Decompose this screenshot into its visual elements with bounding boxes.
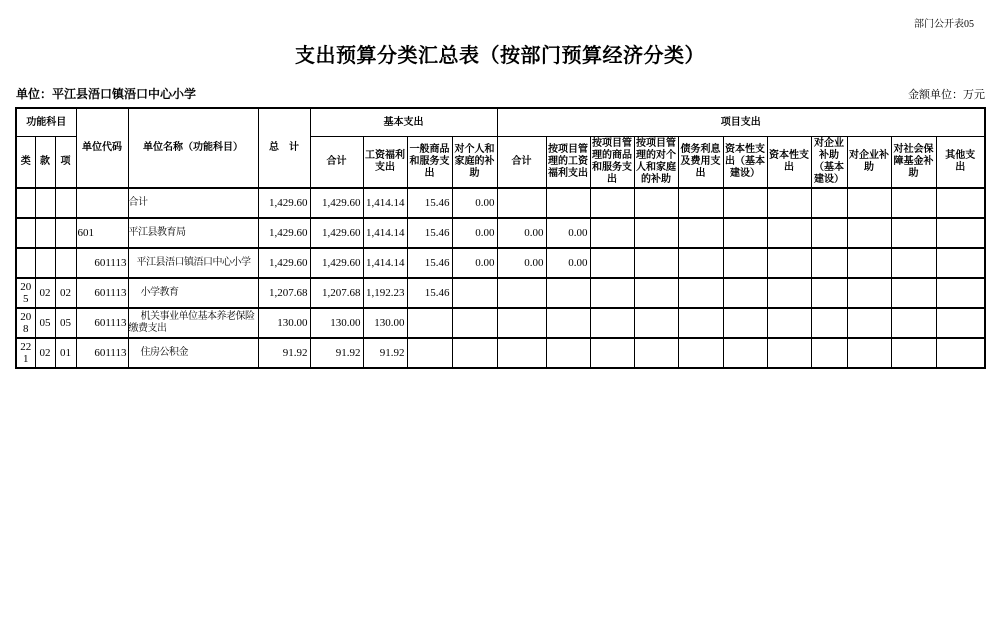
cell-proj-social-security [891, 218, 936, 248]
cell-proj-goods [590, 248, 634, 278]
cell-proj-other [936, 308, 985, 338]
cell-basic-goods: 15.46 [407, 248, 452, 278]
cell-proj-wage [546, 338, 590, 368]
cell-basic-goods: 15.46 [407, 188, 452, 218]
table-row [16, 308, 985, 338]
cell-basic-wage: 1,414.14 [363, 218, 407, 248]
cell-item: 05 [55, 308, 76, 338]
cell-proj-enterprise [847, 338, 891, 368]
cell-proj-goods [590, 338, 634, 368]
cell-proj-enterprise [847, 278, 891, 308]
cell-proj-subsidy [634, 218, 678, 248]
cell-proj-capital-construction [723, 218, 767, 248]
th-unit-code: 单位代码 [76, 108, 128, 188]
cell-proj-enterprise [847, 188, 891, 218]
cell-basic-total: 1,429.60 [310, 188, 363, 218]
cell-proj-enterprise [847, 308, 891, 338]
cell-basic-subsidy [452, 308, 497, 338]
th-basic-wage: 工资福利支出 [363, 137, 407, 189]
cell-proj-debt [678, 218, 723, 248]
th-class: 类 [16, 137, 35, 189]
cell-basic-subsidy [452, 338, 497, 368]
cell-class [16, 248, 35, 278]
cell-unit-name: 机关事业单位基本养老保险缴费支出 [128, 308, 258, 338]
cell-section [35, 188, 55, 218]
cell-proj-other [936, 218, 985, 248]
cell-proj-goods [590, 188, 634, 218]
cell-section [35, 218, 55, 248]
cell-item [55, 218, 76, 248]
th-basic-subsidy: 对个人和家庭的补助 [452, 137, 497, 189]
cell-proj-capital [767, 308, 811, 338]
cell-proj-social-security [891, 338, 936, 368]
cell-proj-social-security [891, 278, 936, 308]
th-item: 项 [55, 137, 76, 189]
cell-proj-capital-construction [723, 278, 767, 308]
cell-unit-name: 平江县浯口镇浯口中心小学 [128, 248, 258, 278]
cell-proj-wage [546, 308, 590, 338]
th-proj-wage: 按项目管理的工资福利支出 [546, 137, 590, 189]
cell-proj-capital [767, 278, 811, 308]
cell-basic-subsidy: 0.00 [452, 218, 497, 248]
th-proj-social-security: 对社会保障基金补助 [891, 137, 936, 189]
cell-unit-code: 601113 [76, 338, 128, 368]
table-row [16, 218, 985, 248]
cell-basic-subsidy: 0.00 [452, 188, 497, 218]
cell-basic-goods: 15.46 [407, 218, 452, 248]
cell-unit-code: 601113 [76, 308, 128, 338]
cell-proj-total [497, 308, 546, 338]
cell-proj-subsidy [634, 278, 678, 308]
table-row [16, 188, 985, 218]
meta-row [16, 85, 985, 102]
th-proj-subsidy: 按项目管理的对个人和家庭的补助 [634, 137, 678, 189]
th-proj-enterprise: 对企业补助 [847, 137, 891, 189]
cell-proj-enterprise-construction [811, 338, 847, 368]
cell-proj-debt [678, 338, 723, 368]
cell-total: 1,429.60 [258, 188, 310, 218]
cell-total: 1,429.60 [258, 218, 310, 248]
th-basic-group: 基本支出 [310, 108, 497, 137]
cell-proj-social-security [891, 188, 936, 218]
unit-label: 单位：平江县浯口镇浯口中心小学 [16, 87, 197, 101]
cell-class [16, 188, 35, 218]
cell-proj-enterprise-construction [811, 308, 847, 338]
cell-proj-total: 0.00 [497, 248, 546, 278]
cell-class: 221 [16, 338, 35, 368]
cell-proj-goods [590, 278, 634, 308]
cell-section: 02 [35, 278, 55, 308]
th-proj-other: 其他支出 [936, 137, 985, 189]
cell-unit-code: 601 [76, 218, 128, 248]
cell-basic-wage: 1,192.23 [363, 278, 407, 308]
cell-proj-capital [767, 248, 811, 278]
cell-proj-capital [767, 218, 811, 248]
th-proj-capital-construction: 资本性支出（基本建设） [723, 137, 767, 189]
cell-unit-code: 601113 [76, 248, 128, 278]
cell-proj-subsidy [634, 308, 678, 338]
th-func-group: 功能科目 [16, 108, 76, 137]
cell-basic-total: 130.00 [310, 308, 363, 338]
cell-basic-wage: 1,414.14 [363, 248, 407, 278]
cell-basic-total: 91.92 [310, 338, 363, 368]
cell-basic-subsidy: 0.00 [452, 248, 497, 278]
cell-proj-debt [678, 188, 723, 218]
th-proj-debt: 债务利息及费用支出 [678, 137, 723, 189]
cell-unit-code: 601113 [76, 278, 128, 308]
cell-proj-capital-construction [723, 188, 767, 218]
cell-proj-social-security [891, 248, 936, 278]
cell-proj-enterprise-construction [811, 278, 847, 308]
cell-proj-enterprise-construction [811, 218, 847, 248]
cell-class: 208 [16, 308, 35, 338]
cell-proj-capital-construction [723, 338, 767, 368]
cell-proj-total [497, 278, 546, 308]
cell-proj-capital-construction [723, 248, 767, 278]
cell-proj-wage: 0.00 [546, 218, 590, 248]
amount-unit-label: 金额单位：万元 [908, 89, 985, 101]
cell-basic-goods: 15.46 [407, 278, 452, 308]
cell-proj-subsidy [634, 248, 678, 278]
cell-total: 91.92 [258, 338, 310, 368]
cell-basic-total: 1,207.68 [310, 278, 363, 308]
cell-basic-wage: 1,414.14 [363, 188, 407, 218]
cell-proj-wage [546, 278, 590, 308]
cell-proj-goods [590, 308, 634, 338]
cell-section: 02 [35, 338, 55, 368]
cell-total: 1,207.68 [258, 278, 310, 308]
cell-basic-wage: 130.00 [363, 308, 407, 338]
cell-unit-name: 平江县教育局 [128, 218, 258, 248]
cell-item: 01 [55, 338, 76, 368]
cell-total: 130.00 [258, 308, 310, 338]
table-row [16, 338, 985, 368]
cell-proj-enterprise [847, 218, 891, 248]
cell-basic-subsidy [452, 278, 497, 308]
cell-proj-enterprise-construction [811, 248, 847, 278]
cell-proj-capital-construction [723, 308, 767, 338]
cell-proj-subsidy [634, 188, 678, 218]
cell-proj-debt [678, 278, 723, 308]
cell-proj-wage [546, 188, 590, 218]
cell-basic-goods [407, 338, 452, 368]
cell-total: 1,429.60 [258, 248, 310, 278]
cell-unit-code [76, 188, 128, 218]
cell-class [16, 218, 35, 248]
cell-unit-name: 合计 [128, 188, 258, 218]
cell-proj-subsidy [634, 338, 678, 368]
cell-section [35, 248, 55, 278]
cell-proj-enterprise-construction [811, 188, 847, 218]
th-proj-capital: 资本性支出 [767, 137, 811, 189]
cell-item [55, 248, 76, 278]
cell-basic-total: 1,429.60 [310, 218, 363, 248]
th-total: 总 计 [258, 108, 310, 188]
cell-basic-total: 1,429.60 [310, 248, 363, 278]
table-row [16, 248, 985, 278]
cell-proj-total [497, 338, 546, 368]
page-title: 支出预算分类汇总表（按部门预算经济分类） [295, 45, 705, 67]
th-section: 款 [35, 137, 55, 189]
cell-item: 02 [55, 278, 76, 308]
cell-proj-other [936, 188, 985, 218]
th-basic-total: 合计 [310, 137, 363, 189]
cell-proj-social-security [891, 308, 936, 338]
cell-section: 05 [35, 308, 55, 338]
cell-proj-capital [767, 338, 811, 368]
cell-proj-total [497, 188, 546, 218]
th-proj-total: 合计 [497, 137, 546, 189]
table-row [16, 278, 985, 308]
th-unit-name: 单位名称（功能科目） [128, 108, 258, 188]
doc-label: 部门公开表05 [914, 19, 974, 30]
cell-basic-wage: 91.92 [363, 338, 407, 368]
cell-proj-enterprise [847, 248, 891, 278]
th-proj-enterprise-construction: 对企业补助（基本建设） [811, 137, 847, 189]
cell-unit-name: 小学教育 [128, 278, 258, 308]
cell-proj-total: 0.00 [497, 218, 546, 248]
cell-proj-debt [678, 248, 723, 278]
cell-proj-capital [767, 188, 811, 218]
cell-item [55, 188, 76, 218]
cell-proj-goods [590, 218, 634, 248]
cell-proj-other [936, 248, 985, 278]
cell-proj-wage: 0.00 [546, 248, 590, 278]
cell-proj-other [936, 338, 985, 368]
budget-table [15, 107, 986, 369]
cell-unit-name: 住房公积金 [128, 338, 258, 368]
cell-basic-goods [407, 308, 452, 338]
cell-class: 205 [16, 278, 35, 308]
cell-proj-other [936, 278, 985, 308]
th-basic-goods: 一般商品和服务支出 [407, 137, 452, 189]
th-project-group: 项目支出 [497, 108, 985, 137]
header-row-groups [16, 108, 985, 137]
th-proj-goods: 按项目管理的商品和服务支出 [590, 137, 634, 189]
cell-proj-debt [678, 308, 723, 338]
